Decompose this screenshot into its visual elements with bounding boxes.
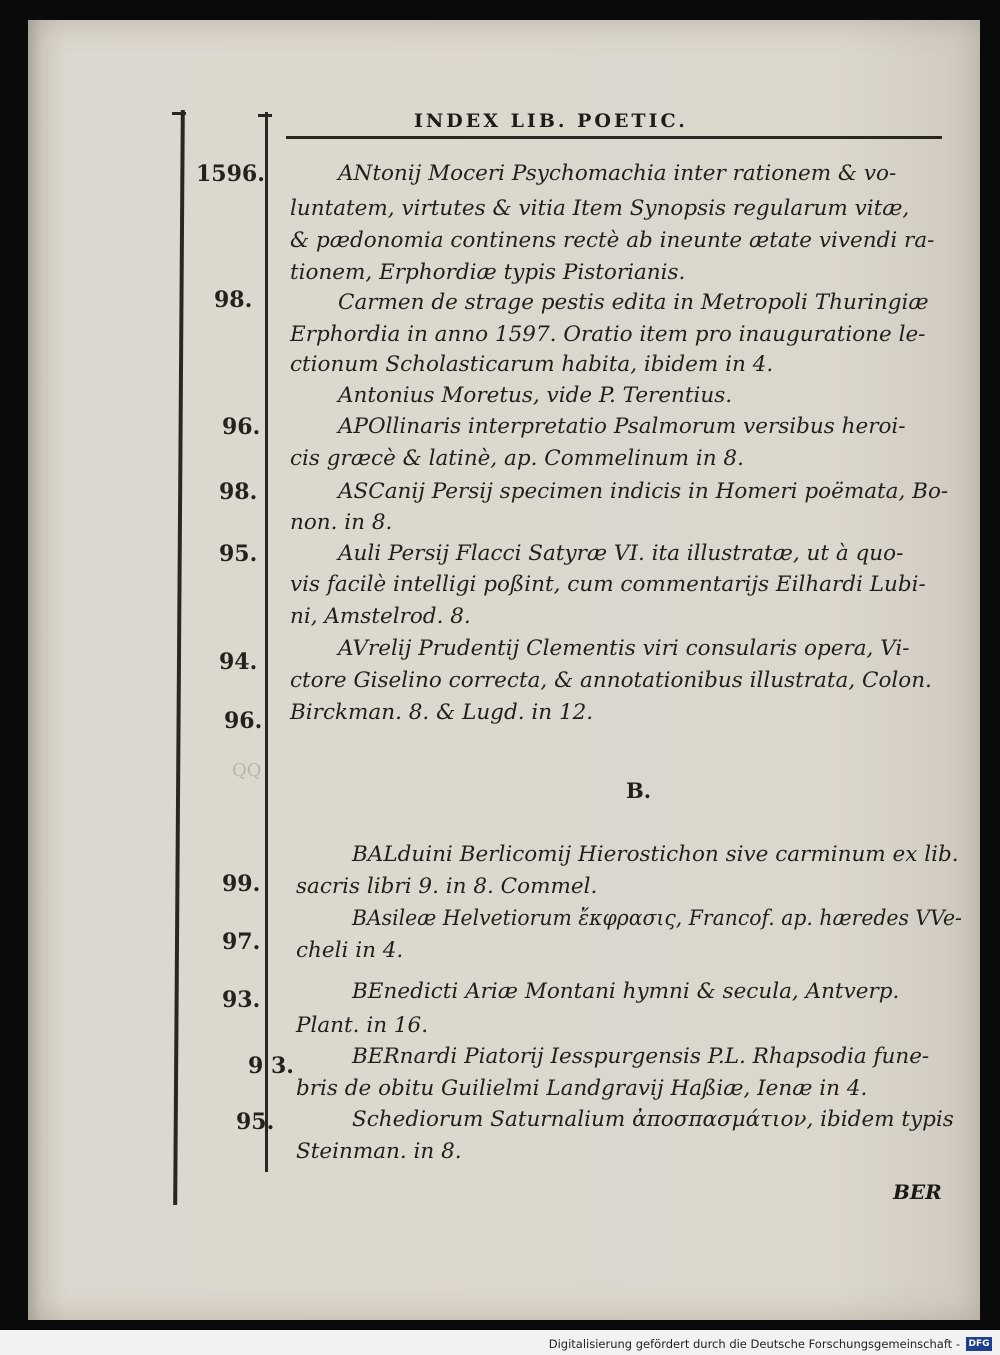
year-annotation: 96. [222, 414, 261, 440]
margin-rule-cap-left [172, 112, 186, 115]
year-annotation: 96. [224, 708, 263, 734]
margin-rule-right [265, 112, 268, 1172]
entry-line: AVrelij Prudentij Clementis viri consularis opera, Vi- [338, 636, 910, 661]
entry-line: & pædonomia continens rectè ab ineunte ætate vivendi ra- [290, 228, 935, 253]
entry-line: APOllinaris interpretatio Psalmorum versibus heroi- [338, 414, 906, 439]
bleed-through-mark: QQ [232, 760, 262, 781]
entry-line: BERnardi Piatorij Iesspurgensis P.L. Rhapsodia fune- [352, 1044, 930, 1069]
dfg-logo-icon: DFG [966, 1337, 992, 1351]
year-annotation: 98. [219, 479, 258, 505]
year-annotation: 94. [219, 649, 258, 675]
year-annotation: 93. [222, 987, 261, 1013]
running-head: INDEX LIB. POETIC. [414, 110, 688, 132]
margin-rule-cap-right [258, 114, 272, 117]
entry-line: sacris libri 9. in 8. Commel. [296, 874, 598, 899]
year-annotation: 97. [222, 929, 261, 955]
year-annotation: 95. [219, 541, 258, 567]
entry-line: ctore Giselino correcta, & annotationibus illustrata, Colon. [290, 668, 932, 693]
entry-line: Birckman. 8. & Lugd. in 12. [290, 700, 594, 725]
entry-line: tionem, Erphordiæ typis Pistorianis. [290, 260, 686, 285]
year-annotation: 9 3. [248, 1053, 294, 1079]
entry-line: BAsileæ Helvetiorum ἔκφρασις, Francof. ap. hæredes VVe- [352, 906, 962, 931]
year-annotation: 99. [222, 871, 261, 897]
entry-line: bris de obitu Guilielmi Landgravij Haßiæ, Ienæ in 4. [296, 1076, 868, 1101]
year-annotation: 98. [214, 287, 253, 313]
entry-line: cheli in 4. [296, 938, 404, 963]
entry-line: non. in 8. [290, 510, 393, 535]
entry-line: Steinman. in 8. [296, 1139, 462, 1164]
entry-line: luntatem, virtutes & vitia Item Synopsis regularum vitæ, [290, 196, 910, 221]
entry-line: ANtonij Moceri Psychomachia inter rationem & vo- [338, 161, 897, 186]
entry-line: ASCanij Persij specimen indicis in Homeri poëmata, Bo- [338, 479, 949, 504]
entry-line: Antonius Moretus, vide P. Terentius. [338, 383, 733, 408]
entry-line: Plant. in 16. [296, 1013, 429, 1038]
entry-line: Erphordia in anno 1597. Oratio item pro inauguratione le- [290, 322, 926, 347]
section-heading: B. [626, 778, 652, 803]
entry-line: ni, Amstelrod. 8. [290, 604, 471, 629]
funding-credit: Digitalisierung gefördert durch die Deutsche Forschungsgemeinschaft - [548, 1337, 960, 1351]
entry-line: Schediorum Saturnalium ἀποσπασμάτιον, ibidem typis [352, 1107, 954, 1132]
catchword: BER [893, 1180, 942, 1204]
year-annotation: 95. [236, 1109, 275, 1135]
entry-line: vis facilè intelligi poßint, cum commentarijs Eilhardi Lubi- [290, 572, 926, 597]
header-rule [286, 136, 942, 139]
year-annotation: 1596. [196, 161, 265, 187]
entry-line: ctionum Scholasticarum habita, ibidem in 4. [290, 352, 774, 377]
entry-line: Carmen de strage pestis edita in Metropoli Thuringiæ [338, 290, 929, 315]
entry-line: cis græcè & latinè, ap. Commelinum in 8. [290, 446, 744, 471]
entry-line: Auli Persij Flacci Satyræ VI. ita illustratæ, ut à quo- [338, 541, 904, 566]
entry-line: BALduini Berlicomij Hierostichon sive carminum ex lib. [352, 842, 959, 867]
entry-line: BEnedicti Ariæ Montani hymni & secula, Antverp. [352, 979, 900, 1004]
